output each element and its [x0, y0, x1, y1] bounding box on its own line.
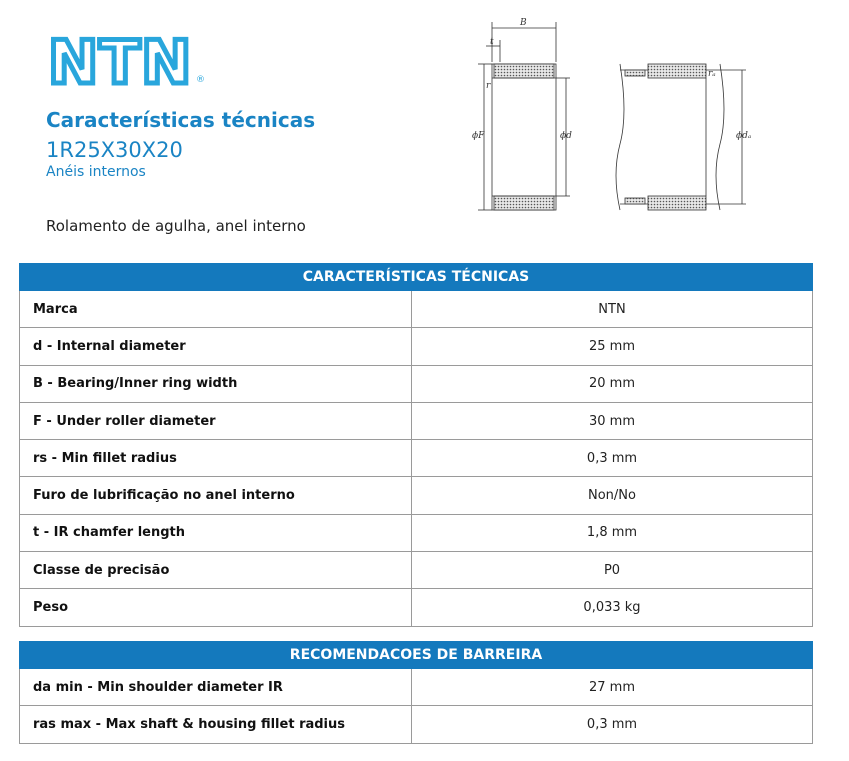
- spec-value: P0: [412, 552, 813, 589]
- specs-table: [19, 263, 813, 627]
- spec-label: d - Internal diameter: [20, 328, 412, 365]
- table-row: [20, 291, 813, 328]
- recommendations-table: [19, 641, 813, 744]
- recommendation-label: ras max - Max shaft & housing fillet radius: [20, 706, 412, 743]
- spec-value: 1,8 mm: [412, 514, 813, 551]
- registered-mark: ®: [196, 75, 205, 85]
- table-row: [20, 552, 813, 589]
- table-row: [20, 328, 813, 365]
- ntn-logo: [46, 33, 211, 87]
- spec-label: t - IR chamfer length: [20, 514, 412, 551]
- specs-heading: CARACTERÍSTICAS TÉCNICAS: [20, 264, 813, 291]
- technical-drawing: [470, 14, 760, 219]
- spec-label: B - Bearing/Inner ring width: [20, 365, 412, 402]
- table-row: [20, 440, 813, 477]
- spec-label: Peso: [20, 589, 412, 626]
- label-r: r: [486, 81, 491, 91]
- page-title: Características técnicas: [46, 108, 316, 132]
- recommendation-value: 0,3 mm: [412, 706, 813, 743]
- label-da: ϕdₐ: [736, 131, 752, 141]
- table-row: [20, 514, 813, 551]
- spec-value: NTN: [412, 291, 813, 328]
- label-t: t: [490, 37, 494, 47]
- spec-value: 0,033 kg: [412, 589, 813, 626]
- table-row: [20, 706, 813, 743]
- spec-value: 20 mm: [412, 365, 813, 402]
- product-description: Rolamento de agulha, anel interno: [46, 217, 306, 235]
- table-row: [20, 669, 813, 706]
- label-b: B: [520, 18, 527, 28]
- spec-label: F - Under roller diameter: [20, 402, 412, 439]
- table-row: [20, 589, 813, 626]
- table-row: [20, 365, 813, 402]
- spec-value: 25 mm: [412, 328, 813, 365]
- label-ra: rₐ: [708, 69, 716, 79]
- table-row: [20, 402, 813, 439]
- spec-label: rs - Min fillet radius: [20, 440, 412, 477]
- spec-label: Furo de lubrificação no anel interno: [20, 477, 412, 514]
- spec-label: Marca: [20, 291, 412, 328]
- recommendations-heading: RECOMENDACOES DE BARREIRA: [20, 642, 813, 669]
- spec-value: Non/No: [412, 477, 813, 514]
- product-model: 1R25X30X20: [46, 138, 183, 162]
- spec-label: Classe de precisão: [20, 552, 412, 589]
- table-row: [20, 477, 813, 514]
- recommendation-label: da min - Min shoulder diameter IR: [20, 669, 412, 706]
- product-category: Anéis internos: [46, 164, 146, 180]
- logo-text: NTN: [48, 33, 193, 87]
- spec-value: 30 mm: [412, 402, 813, 439]
- label-d: ϕd: [560, 131, 572, 141]
- spec-value: 0,3 mm: [412, 440, 813, 477]
- recommendation-value: 27 mm: [412, 669, 813, 706]
- label-f: ϕF: [472, 131, 485, 141]
